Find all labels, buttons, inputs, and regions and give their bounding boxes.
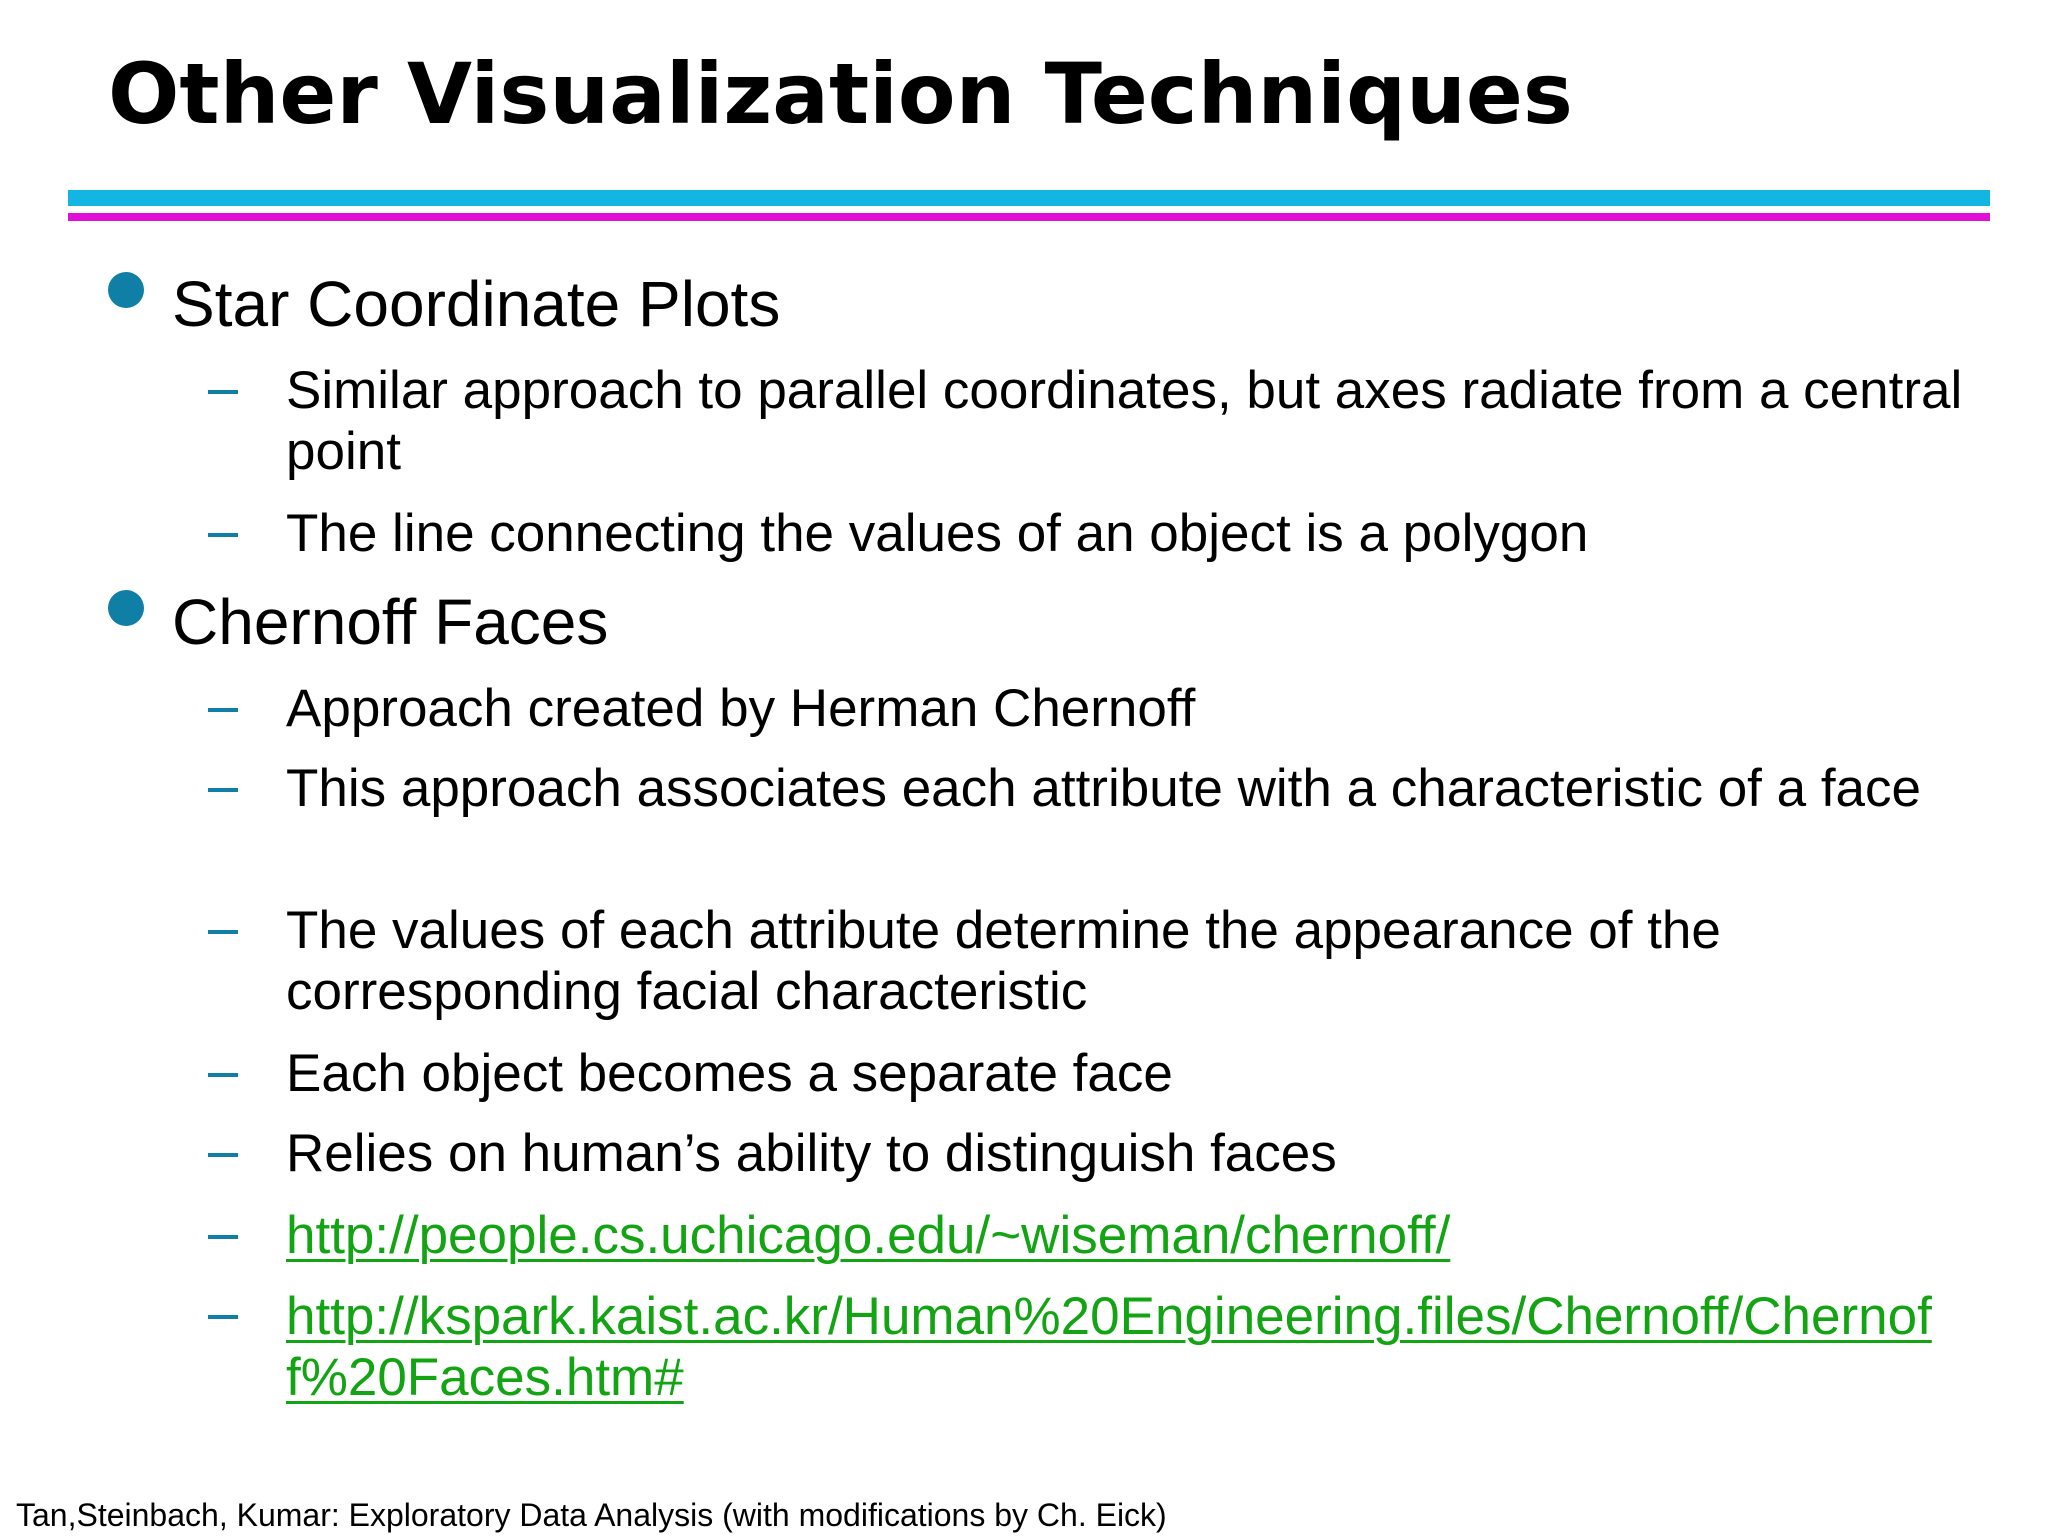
section-heading-star-coordinate-plots: Star Coordinate Plots xyxy=(172,268,781,340)
dash-icon xyxy=(208,788,238,792)
link-text[interactable]: http://kspark.kaist.ac.kr/Human%20Engineering.files/Chernoff/Chernoff%20Faces.htm# xyxy=(286,1287,1932,1407)
dash-icon xyxy=(208,1315,238,1319)
bullet-item: Each object becomes a separate face xyxy=(286,1044,1173,1103)
chernoff-link-kaist[interactable] xyxy=(286,1286,1976,1408)
link-text[interactable]: http://people.cs.uchicago.edu/~wiseman/chernoff/ xyxy=(286,1206,1451,1265)
bullet-dot-icon xyxy=(108,590,144,626)
bullet-item: Relies on human’s ability to distinguish faces xyxy=(286,1124,1337,1183)
dash-icon xyxy=(208,1073,238,1077)
dash-icon xyxy=(208,708,238,712)
dash-icon xyxy=(208,930,238,934)
bullet-item: The line connecting the values of an object is a polygon xyxy=(286,504,1589,563)
slide-footer: Tan,Steinbach, Kumar: Exploratory Data Analysis (with modifications by Ch. Eick) xyxy=(16,1497,1167,1533)
bullet-item: The values of each attribute determine the appearance of the corresponding facial characteristic xyxy=(286,901,1721,1021)
bullet-item: This approach associates each attribute with a characteristic of a face xyxy=(286,759,1922,818)
title-divider-magenta xyxy=(68,213,1990,221)
section-heading-chernoff-faces: Chernoff Faces xyxy=(172,586,609,658)
bullet-item: Approach created by Herman Chernoff xyxy=(286,679,1196,738)
bullet-dot-icon xyxy=(108,272,144,308)
bullet-item: Similar approach to parallel coordinates, but axes radiate from a central point xyxy=(286,361,1963,481)
slide-title: Other Visualization Techniques xyxy=(108,45,1573,143)
dash-icon xyxy=(208,533,238,537)
dash-icon xyxy=(208,1235,238,1239)
dash-icon xyxy=(208,390,238,394)
chernoff-link-uchicago[interactable] xyxy=(286,1205,1976,1266)
title-divider-cyan xyxy=(68,190,1990,206)
dash-icon xyxy=(208,1153,238,1157)
